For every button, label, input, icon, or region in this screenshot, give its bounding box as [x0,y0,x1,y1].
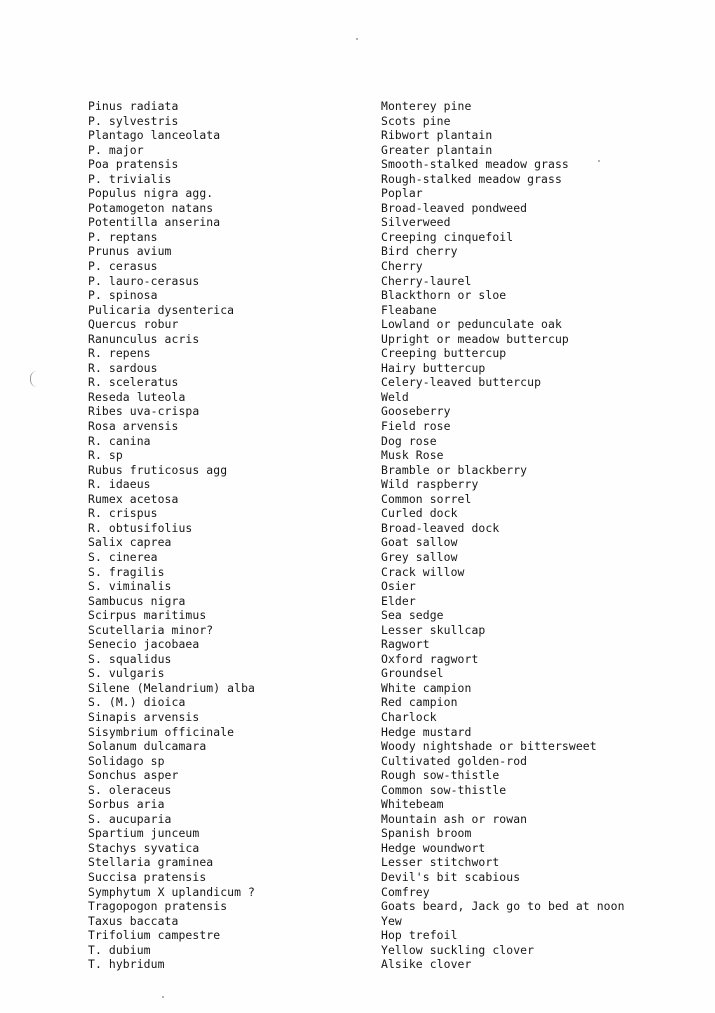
paper-speck [356,38,358,40]
latin-name: Salix caprea [88,535,172,550]
common-name: Crack willow [381,564,465,579]
common-name: Dog rose [381,433,437,448]
common-name: Curled dock [381,506,458,521]
latin-name: R. repens [88,346,151,361]
latin-name: P. reptans [88,229,158,244]
common-name: Whitebeam [381,797,444,812]
latin-name: Prunus avium [88,244,172,259]
latin-name: R. obtusifolius [88,520,193,535]
latin-name: S. squalidus [88,651,172,666]
common-names-column [381,99,701,972]
common-name: Ragwort [381,637,430,652]
common-name: Hop trefoil [381,928,458,943]
latin-name: R. crispus [88,506,158,521]
latin-name: Sisymbrium officinale [88,724,235,739]
latin-name: Solidago sp [88,753,165,768]
latin-name: Ranunculus acris [88,331,200,346]
common-name: Bramble or blackberry [381,462,528,477]
latin-names-column [88,99,358,972]
latin-name: P. spinosa [88,288,158,303]
latin-name: Potamogeton natans [88,200,214,215]
common-name: Osier [381,579,416,594]
latin-name: S. (M.) dioica [88,695,186,710]
latin-name: Scutellaria minor? [88,622,214,637]
common-name: Grey sallow [381,549,458,564]
latin-name: Sorbus aria [88,797,165,812]
margin-mark [30,371,37,387]
latin-name: R. sardous [88,360,158,375]
common-name: Hedge mustard [381,724,472,739]
common-name: Upright or meadow buttercup [381,331,569,346]
common-name: Devil's bit scabious [381,869,521,884]
common-name: Cultivated golden-rod [381,753,528,768]
common-name: Poplar [381,186,423,201]
latin-name: Rumex acetosa [88,491,179,506]
latin-name: Spartium junceum [88,826,200,841]
common-name: Lowland or pedunculate oak [381,317,562,332]
latin-name: Stellaria graminea [88,855,214,870]
common-name: Groundsel [381,666,444,681]
common-name: Yew [381,913,402,928]
paper-speck [162,996,164,998]
latin-name: Scirpus maritimus [88,608,207,623]
common-name: Fleabane [381,302,437,317]
common-name: Yellow suckling clover [381,942,535,957]
common-name: Mountain ash or rowan [381,811,528,826]
common-name: Field rose [381,419,451,434]
latin-name: Pulicaria dysenterica [88,302,235,317]
common-name: Comfrey [381,884,430,899]
latin-name: P. cerasus [88,259,158,274]
latin-name: S. fragilis [88,564,165,579]
latin-name: T. hybridum [88,957,165,972]
common-name: Goat sallow [381,535,458,550]
common-name: Spanish broom [381,826,472,841]
common-name: Scots pine [381,113,451,128]
latin-name: S. vulgaris [88,666,165,681]
latin-name: Sambucus nigra [88,593,186,608]
latin-name: Silene (Melandrium) alba [88,680,255,695]
common-name: Hedge woundwort [381,840,486,855]
common-name: Sea sedge [381,608,444,623]
latin-name: P. lauro-cerasus [88,273,200,288]
common-name: Red campion [381,695,458,710]
common-name: Alsike clover [381,957,472,972]
latin-name: S. viminalis [88,579,172,594]
common-name: Celery-leaved buttercup [381,375,542,390]
common-name: Goats beard, Jack go to bed at noon [381,899,625,914]
latin-name: P. major [88,142,144,157]
common-name: Cherry [381,259,423,274]
common-name: Creeping buttercup [381,346,507,361]
common-name: White campion [381,680,472,695]
latin-name: P. trivialis [88,171,172,186]
latin-name: Ribes uva-crispa [88,404,200,419]
latin-name: Reseda luteola [88,389,186,404]
latin-name: Trifolium campestre [88,928,221,943]
latin-name: Senecio jacobaea [88,637,200,652]
common-name: Blackthorn or sloe [381,288,507,303]
latin-name: R. idaeus [88,477,151,492]
latin-name: S. cinerea [88,549,158,564]
latin-name: Plantago lanceolata [88,128,221,143]
latin-name: S. oleraceus [88,782,172,797]
common-name: Hairy buttercup [381,360,486,375]
common-name: Wild raspberry [381,477,479,492]
common-name: Elder [381,593,416,608]
latin-name: R. sceleratus [88,375,179,390]
common-name: Broad-leaved dock [381,520,500,535]
common-name: Smooth-stalked meadow grass [381,157,569,172]
common-name: Creeping cinquefoil [381,229,514,244]
common-name: Rough sow-thistle [381,768,500,783]
latin-name: Sinapis arvensis [88,709,200,724]
latin-name: Taxus baccata [88,913,179,928]
common-name: Charlock [381,709,437,724]
common-name: Cherry-laurel [381,273,472,288]
latin-name: Succisa pratensis [88,869,207,884]
latin-name: P. sylvestris [88,113,179,128]
latin-name: Pinus radiata [88,99,179,113]
common-name: Common sorrel [381,491,472,506]
latin-name: Quercus robur [88,317,179,332]
common-name: Bird cherry [381,244,458,259]
latin-name: Rosa arvensis [88,419,179,434]
latin-name: Tragopogon pratensis [88,899,228,914]
common-name: Lesser skullcap [381,622,486,637]
common-name: Common sow-thistle [381,782,507,797]
latin-name: Rubus fruticosus agg [88,462,228,477]
latin-name: Stachys syvatica [88,840,200,855]
common-name: Woody nightshade or bittersweet [381,739,597,754]
latin-name: S. aucuparia [88,811,172,826]
latin-name: Potentilla anserina [88,215,221,230]
common-name: Musk Rose [381,448,444,463]
common-name: Monterey pine [381,99,472,113]
latin-name: Populus nigra agg. [88,186,214,201]
latin-name: T. dubium [88,942,151,957]
common-name: Ribwort plantain [381,128,493,143]
common-name: Oxford ragwort [381,651,479,666]
common-name: Greater plantain [381,142,493,157]
common-name: Weld [381,389,409,404]
latin-name: Symphytum X uplandicum ? [88,884,255,899]
common-name: Rough-stalked meadow grass [381,171,562,186]
common-name: Gooseberry [381,404,451,419]
common-name: Silverweed [381,215,451,230]
common-name: Broad-leaved pondweed [381,200,528,215]
latin-name: R. sp [88,448,123,463]
latin-name: R. canina [88,433,151,448]
latin-name: Poa pratensis [88,157,179,172]
latin-name: Solanum dulcamara [88,739,207,754]
latin-name: Sonchus asper [88,768,179,783]
common-name: Lesser stitchwort [381,855,500,870]
